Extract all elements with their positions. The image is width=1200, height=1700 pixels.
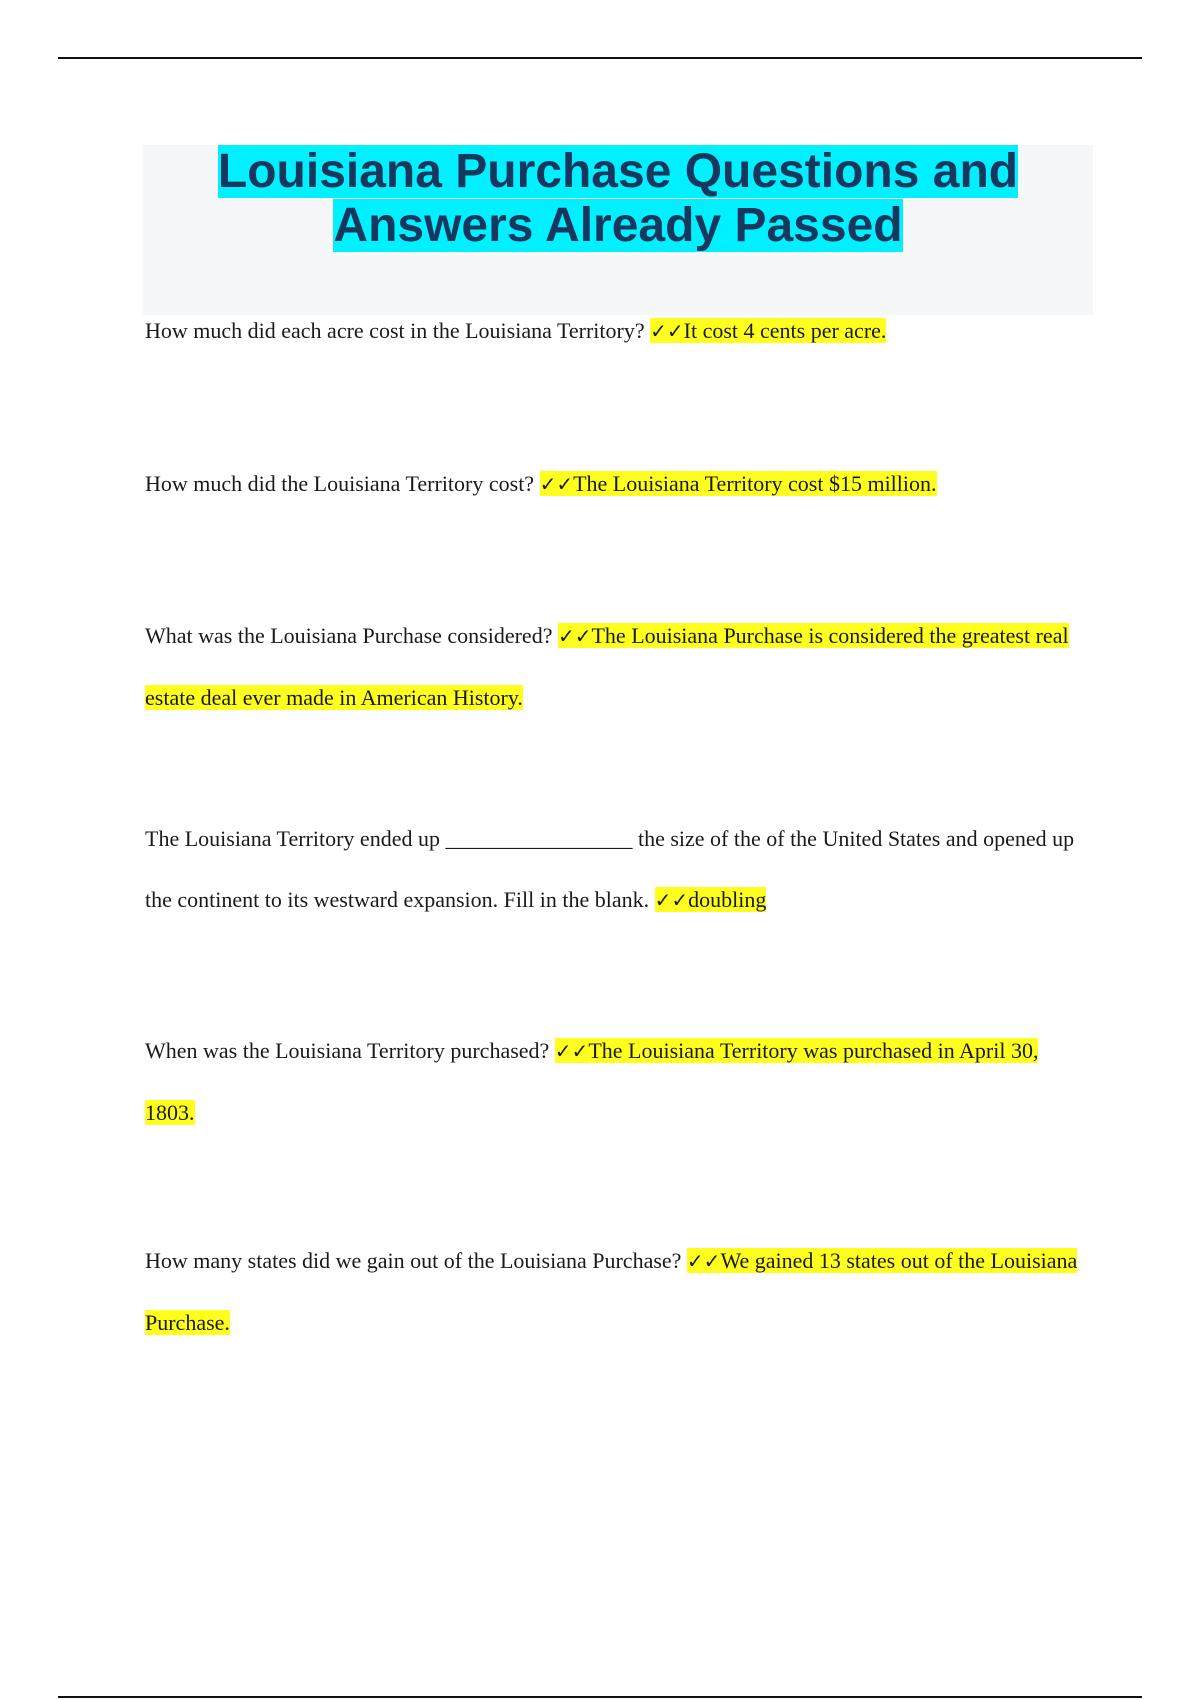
document-title <box>143 145 1093 253</box>
title-line-2: Answers Already Passed <box>333 199 903 252</box>
qa-item-5 <box>145 1020 1085 1143</box>
question-text: How much did each acre cost in the Louisiana Territory? <box>145 318 645 343</box>
title-line-1: Louisiana Purchase Questions and <box>217 145 1019 198</box>
answer-text: ✓✓The Louisiana Territory cost $15 million. <box>539 471 937 496</box>
qa-item-3 <box>145 605 1085 728</box>
title-block <box>143 145 1093 315</box>
answer-text: ✓✓It cost 4 cents per acre. <box>650 318 887 343</box>
answer-text: ✓✓The Louisiana Purchase is considered the greatest real estate deal ever made in American History. <box>145 623 1069 710</box>
question-text: How much did the Louisiana Territory cost? <box>145 471 535 496</box>
double-check-icon: ✓✓ <box>654 888 689 912</box>
double-check-icon: ✓✓ <box>554 1039 589 1063</box>
answer-text: ✓✓The Louisiana Territory was purchased in April 30, 1803. <box>145 1038 1039 1125</box>
double-check-icon: ✓✓ <box>557 624 592 648</box>
answer-text: ✓✓doubling <box>654 887 767 912</box>
qa-item-2 <box>145 453 1085 515</box>
question-text: The Louisiana Territory ended up _________________ the size of the of the United States and opened up the continent to its westward expansion. Fill in the blank. <box>145 826 1075 912</box>
double-check-icon: ✓✓ <box>686 1249 721 1273</box>
qa-item-6 <box>145 1230 1085 1353</box>
top-divider <box>58 57 1142 59</box>
question-text: How many states did we gain out of the Louisiana Purchase? <box>145 1248 682 1273</box>
double-check-icon: ✓✓ <box>539 472 574 496</box>
question-text: What was the Louisiana Purchase considered? <box>145 623 553 648</box>
bottom-divider <box>58 1696 1142 1698</box>
qa-item-4 <box>145 808 1085 931</box>
question-text: When was the Louisiana Territory purchased? <box>145 1038 550 1063</box>
qa-item-1 <box>145 300 1085 362</box>
answer-text: ✓✓We gained 13 states out of the Louisiana Purchase. <box>145 1248 1078 1335</box>
double-check-icon: ✓✓ <box>650 319 684 343</box>
